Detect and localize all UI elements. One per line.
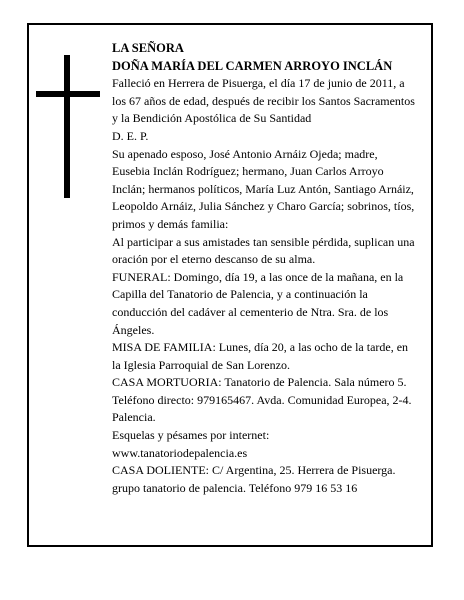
funeral-home-website: www.tanatoriodepalencia.es xyxy=(112,445,248,460)
funeral-group-phone: grupo tanatorio de palencia. Teléfono 979 16 53 16 xyxy=(112,480,358,495)
deceased-name: DOÑA MARÍA DEL CARMEN ARROYO INCLÁN xyxy=(112,58,393,73)
family-mass-details: MISA DE FAMILIA: Lunes, día 20, a las ocho de la tarde, en la Iglesia Parroquial de San Lorenzo. xyxy=(112,340,409,372)
mourning-house-address: CASA DOLIENTE: C/ Argentina, 25. Herrera de Pisuerga. xyxy=(112,463,396,478)
death-announcement: Falleció en Herrera de Pisuerga, el día 17 de junio de 2011, a los 67 años de edad, después de recibir los Santos Sacramentos y la Bendición Apostólica de Su Santidad xyxy=(112,76,415,126)
internet-condolences-label: Esquelas y pésames por internet: xyxy=(112,428,270,443)
title-honorific: LA SEÑORA xyxy=(112,41,184,55)
prayer-request: Al participar a sus amistades tan sensible pérdida, suplican una oración por el eterno descanso de su alma. xyxy=(112,234,415,267)
family-list: Su apenado esposo, José Antonio Arnáiz Ojeda; madre, Eusebia Inclán Rodríguez; hermano, Juan Carlos Arroyo Inclán; hermanos políticos, María Luz Antón, Santiago Arnáiz, Leopoldo Arnáiz, Julia Sánchez y Charo García; sobrinos, tíos, primos y demás familia: xyxy=(112,146,415,231)
funeral-home-details: CASA MORTUORIA: Tanatorio de Palencia. Sala número 5. Teléfono directo: 979165467. Avda. Comunidad Europea, 2-4. Palencia. xyxy=(112,375,412,425)
cross-icon xyxy=(36,55,100,198)
cross-vertical-bar xyxy=(64,55,70,198)
cross-horizontal-bar xyxy=(36,91,100,97)
rest-in-peace: D. E. P. xyxy=(112,128,149,143)
obituary-text xyxy=(112,40,418,497)
funeral-details: FUNERAL: Domingo, día 19, a las once de la mañana, en la Capilla del Tanatorio de Palencia, y a continuación la conducción del cadáver al cementerio de Ntra. Sra. de los Ángeles. xyxy=(112,269,404,337)
